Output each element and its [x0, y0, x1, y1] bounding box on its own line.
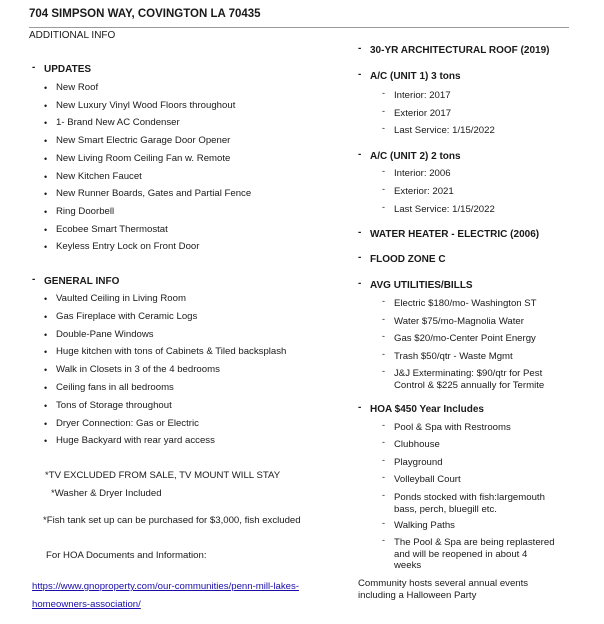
list-item: • New Smart Electric Garage Door Opener [44, 135, 231, 147]
water-heater-heading: - WATER HEATER - ELECTRIC (2006) [358, 227, 540, 240]
list-item: • 1- Brand New AC Condenser [44, 117, 180, 129]
list-item: • Dryer Connection: Gas or Electric [44, 417, 199, 429]
list-item: - Ponds stocked with fish:largemouth bass, perch, bluegill etc. [382, 490, 545, 515]
list-item: - Last Service: 1/15/2022 [382, 123, 495, 136]
roof-heading: - 30-YR ARCHITECTURAL ROOF (2019) [358, 43, 550, 56]
list-item: • Tons of Storage throughout [44, 399, 172, 411]
dash-marker: - [32, 274, 36, 285]
additional-info-label: ADDITIONAL INFO [29, 30, 116, 41]
list-item: • New Living Room Ceiling Fan w. Remote [44, 152, 231, 164]
updates-heading-text: UPDATES [44, 64, 92, 75]
hoa-link[interactable] [32, 576, 299, 612]
dash-marker: - [32, 62, 36, 73]
list-item: • Ecobee Smart Thermostat [44, 223, 168, 235]
list-item: • Huge kitchen with tons of Cabinets & Tiled backsplash [44, 346, 287, 358]
list-item: - Exterior: 2021 [382, 184, 454, 197]
hoa-heading: - HOA $450 Year Includes [358, 402, 484, 415]
updates-heading [32, 64, 91, 76]
list-item: - J&J Exterminating: $90/qtr for Pest Control & $225 annually for Termite [382, 366, 545, 391]
list-item: • Vaulted Ceiling in Living Room [44, 293, 186, 304]
hoa-link-line-1[interactable]: https://www.gnoproperty.com/our-communities/penn-mill-lakes- [32, 581, 299, 592]
list-item: - Walking Paths [382, 518, 455, 531]
list-item: - Electric $180/mo- Washington ST [382, 296, 537, 309]
list-item: - Pool & Spa with Restrooms [382, 420, 511, 433]
utilities-heading: - AVG UTILITIES/BILLS [358, 278, 473, 291]
list-item: • Ring Doorbell [44, 205, 115, 217]
address-title: 704 SIMPSON WAY, COVINGTON LA 70435 [29, 8, 261, 20]
flood-zone-heading: - FLOOD ZONE C [358, 252, 446, 265]
tv-note: *TV EXCLUDED FROM SALE, TV MOUNT WILL STAY [45, 470, 281, 481]
list-item: - Trash $50/qtr - Waste Mgmt [382, 349, 513, 362]
fish-tank-note: *Fish tank set up can be purchased for $3,000, fish excluded [43, 515, 301, 526]
list-item: • Double-Pane Windows [44, 328, 154, 340]
list-item: • New Runner Boards, Gates and Partial Fence [44, 188, 252, 200]
general-info-heading [32, 276, 119, 288]
list-item: - Clubhouse [382, 437, 440, 450]
list-item: • Huge Backyard with rear yard access [44, 435, 215, 447]
ac-unit-2-heading: - A/C (UNIT 2) 2 tons [358, 149, 461, 162]
list-item: - The Pool & Spa are being replastered and will be reopened in about 4 weeks [382, 535, 555, 571]
list-item: - Water $75/mo-Magnolia Water [382, 314, 524, 327]
list-item: - Volleyball Court [382, 472, 461, 485]
list-item: • New Kitchen Faucet [44, 170, 142, 182]
list-item: • New Roof [44, 82, 99, 93]
list-item: • New Luxury Vinyl Wood Floors throughout [44, 99, 236, 111]
list-item: • Walk in Closets in 3 of the 4 bedrooms [44, 364, 220, 376]
list-item: - Interior: 2017 [382, 88, 451, 101]
ac-unit-1-heading: - A/C (UNIT 1) 3 tons [358, 69, 461, 82]
header-divider [29, 27, 569, 28]
community-note: Community hosts several annual events including a Halloween Party [358, 578, 529, 601]
list-item: - Last Service: 1/15/2022 [382, 202, 495, 215]
list-item: • Gas Fireplace with Ceramic Logs [44, 310, 198, 322]
list-item: • Keyless Entry Lock on Front Door [44, 241, 200, 253]
hoa-docs-label: For HOA Documents and Information: [46, 550, 207, 561]
list-item: - Gas $20/mo-Center Point Energy [382, 331, 536, 344]
general-info-heading-text: GENERAL INFO [44, 276, 120, 287]
list-item: - Playground [382, 455, 443, 468]
hoa-link-line-2[interactable]: homeowners-association/ [32, 599, 141, 610]
washer-note: *Washer & Dryer Included [51, 488, 162, 499]
list-item: • Ceiling fans in all bedrooms [44, 382, 174, 393]
list-item: - Exterior 2017 [382, 105, 452, 119]
list-item: - Interior: 2006 [382, 166, 451, 179]
